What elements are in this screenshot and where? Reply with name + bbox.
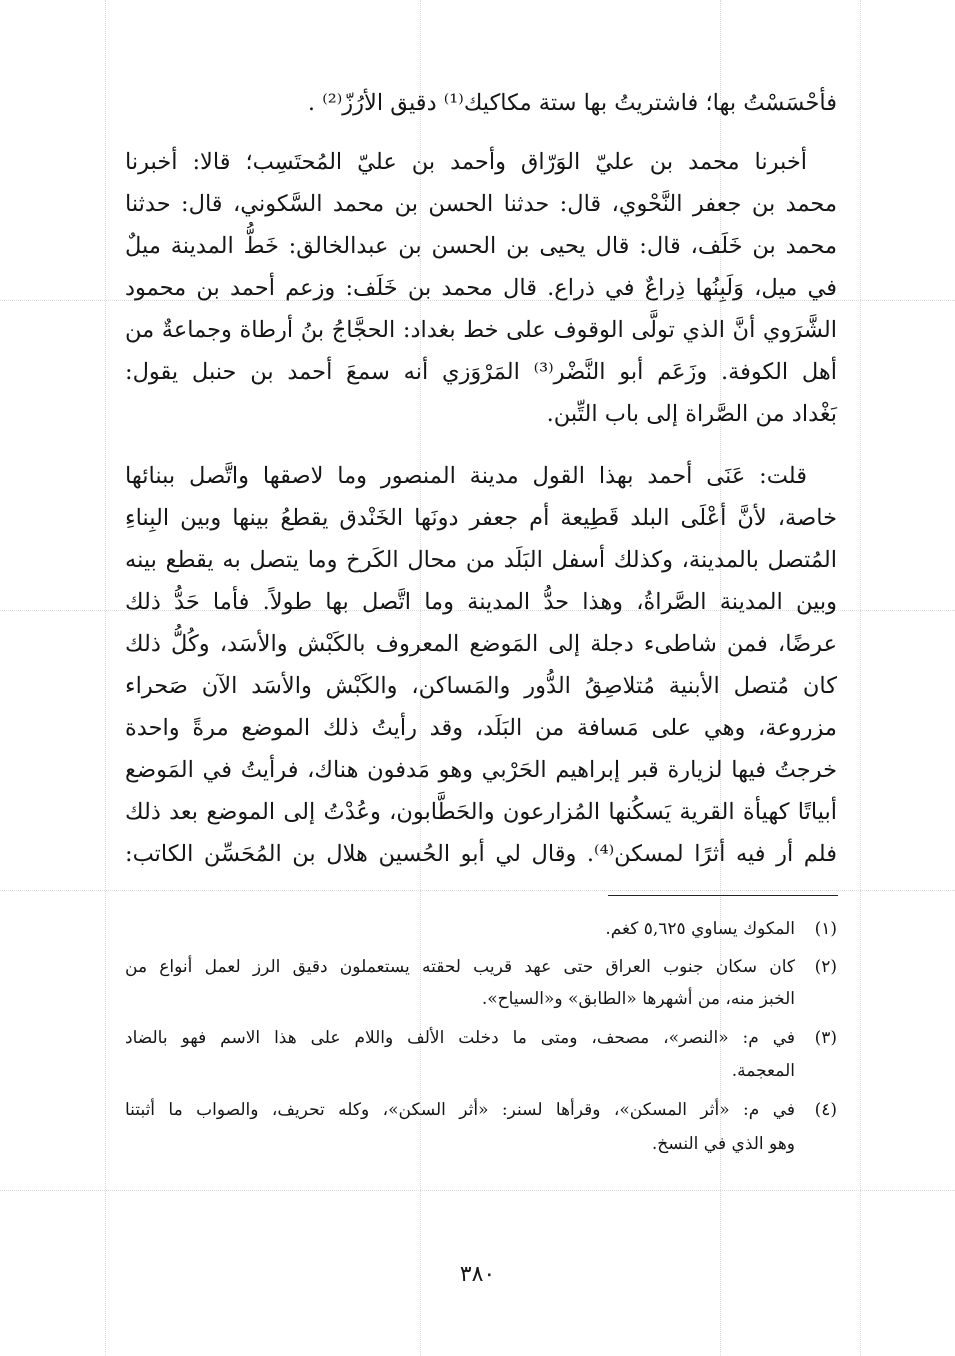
body-line: فأحْسَسْتُ بها؛ فاشتريتُ بها ستة مكاكيك⁽¹⁾ دقيق الأرُزّ⁽²⁾ . <box>307 90 837 116</box>
footnote-text: في م: «أثر المسكن»، وقرأها لسنر: «أثر السكن»، وكله تحريف، والصواب ما أثبتنا <box>125 1100 795 1120</box>
footnote-number: (٤) <box>814 1100 837 1120</box>
footnote-separator <box>608 895 838 896</box>
body-line: كان مُتصل الأبنية مُتلاصِقُ الدُّور والمَساكن، والكَبْش والأسَد الآن صَحراء <box>125 673 837 699</box>
body-line: أبياتًا كهيأة القرية يَسكُنها المُزارعون والحَطَّابون، وعُدْتُ إلى الموضع بعد ذلك <box>125 799 837 825</box>
body-line: خرجتُ فيها لزيارة قبر إبراهيم الحَرْبي وهو مَدفون هناك، فرأيتُ في المَوضع <box>125 757 837 783</box>
footnote-text: وهو الذي في النسخ. <box>651 1134 795 1154</box>
body-line: في ميل، وَلَبِنُها ذِراعٌ في ذراع. قال محمد بن خَلَف: وزعم أحمد بن محمود <box>125 275 837 301</box>
body-line: بَغْداد من الصَّراة إلى باب التِّبن. <box>546 401 837 427</box>
body-line: قلت: عَنَى أحمد بهذا القول مدينة المنصور وما لاصقها واتَّصل ببنائها <box>125 463 807 489</box>
footnote <box>125 1097 837 1123</box>
footnote <box>125 954 837 980</box>
body-line: فلم أر فيه أثرًا لمسكن⁽⁴⁾. وقال لي أبو الحُسين هلال بن المُحَسِّن الكاتب: <box>125 841 837 867</box>
footnote-text: كان سكان جنوب العراق حتى عهد قريب لحقته يستعملون دقيق الرز لعمل أنواع من <box>125 957 795 977</box>
body-line: المُتصل بالمدينة، وكذلك أسفل البَلَد من محال الكَرخ وما يتصل به يقطع بينه <box>125 547 837 573</box>
body-line: الشَّرَوي أنَّ الذي تولَّى الوقوف على خط بغداد: الحجَّاجُ بنُ أرطاة وجماعةٌ من <box>125 317 837 343</box>
footnote-text: المعجمة. <box>731 1061 795 1081</box>
footnote-number: (١) <box>814 919 837 939</box>
body-line: محمد بن خَلَف، قال: قال يحيى بن الحسن بن عبدالخالق: خَطُّ المدينة ميلٌ <box>125 233 837 259</box>
body-line: أهل الكوفة. وزَعَم أبو النَّضْر⁽³⁾ المَرْوَزي أنه سمعَ أحمد بن حنبل يقول: <box>125 359 837 385</box>
body-line: عرضًا، فمن شاطىء دجلة إلى المَوضع المعروف بالكَبْش والأسَد، وكُلُّ ذلك <box>125 631 837 657</box>
body-line: أخبرنا محمد بن عليّ الوَرّاق وأحمد بن عليّ المُحتَسِب؛ قالا: أخبرنا <box>125 149 807 175</box>
footnote-text: الخبز منه، من أشهرها «الطابق» و«السياح». <box>481 989 795 1009</box>
footnote <box>125 1025 837 1051</box>
body-line: وبين المدينة الصَّراةُ، وهذا حدُّ المدينة وما اتَّصل بها طولاً. فأما حَدُّ ذلك <box>125 589 837 615</box>
footnote <box>125 916 837 942</box>
page-number: ٣٨٠ <box>459 1262 496 1287</box>
body-line: مزروعة، وهي على مَسافة من البَلَد، وقد رأيتُ ذلك الموضع مرةً واحدة <box>125 715 837 741</box>
body-line: خاصة، لأنَّ أعْلَى البلد قَطِيعة أم جعفر دونَها الخَنْدق يقطعُ بينها وبين البِناءِ <box>125 505 837 531</box>
footnote-number: (٣) <box>814 1028 837 1048</box>
footnote-text: المكوك يساوي ٥,٦٢٥ كغم. <box>605 919 795 939</box>
body-line: محمد بن جعفر النَّحْوي، قال: حدثنا الحسن بن محمد السَّكوني، قال: حدثنا <box>125 191 837 217</box>
footnote-number: (٢) <box>814 957 837 977</box>
footnote-text: في م: «النصر»، مصحف، ومتى ما دخلت الألف واللام على هذا الاسم فهو بالضاد <box>125 1028 795 1048</box>
